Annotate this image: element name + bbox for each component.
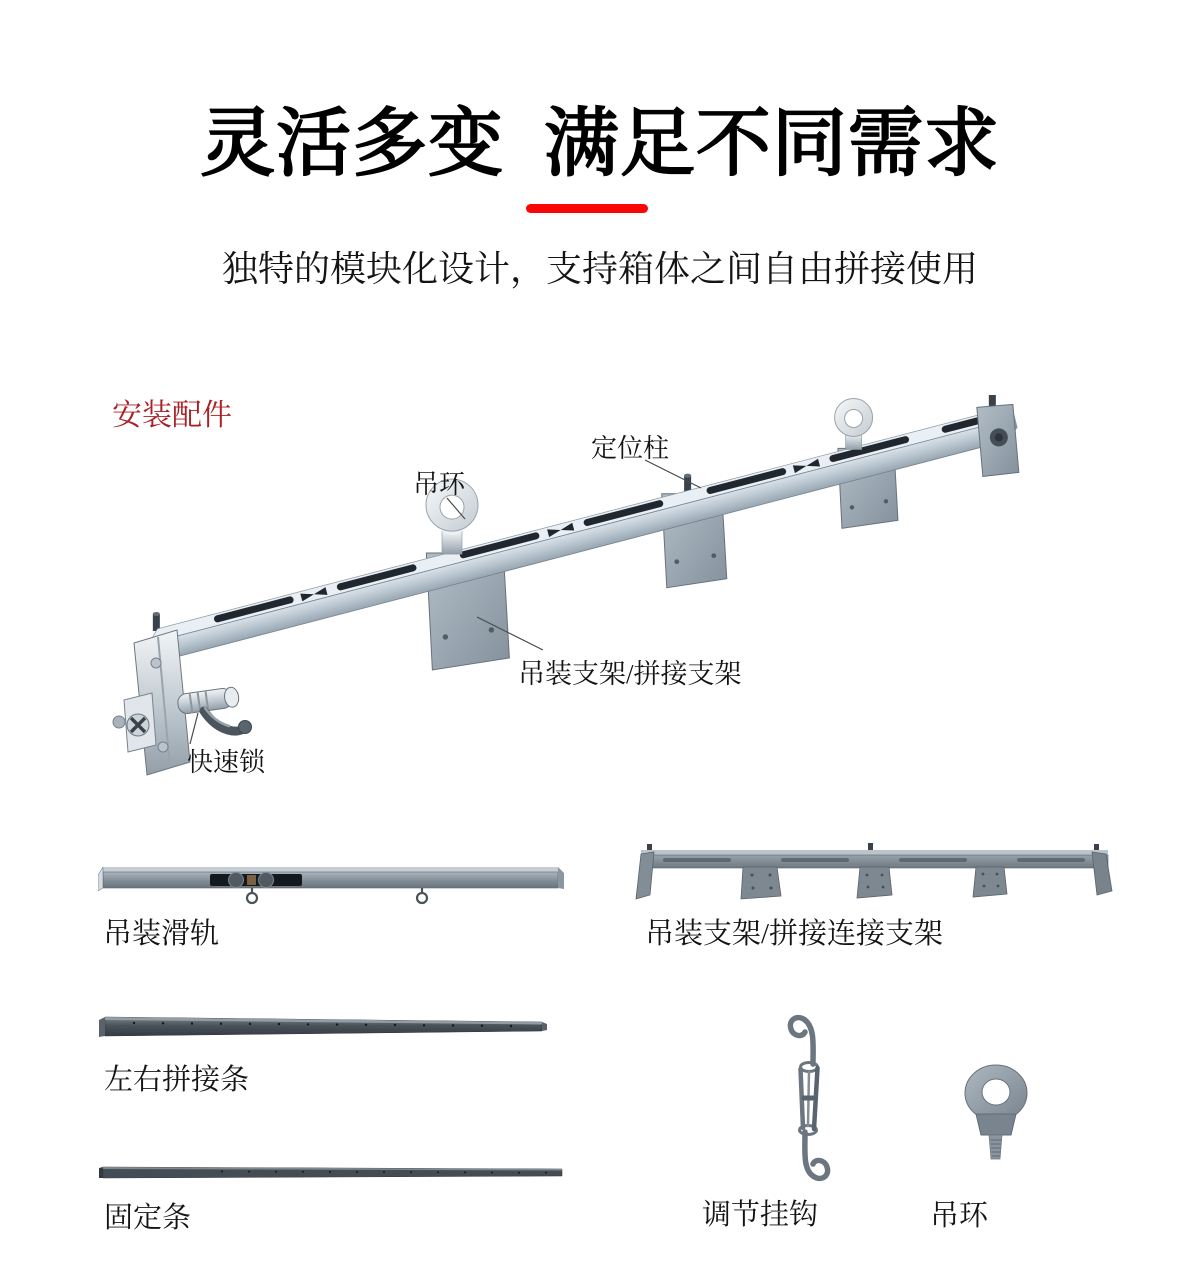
annotation-positioning-post: 定位柱 — [591, 434, 670, 463]
product-image-splice-strip — [98, 1010, 576, 1044]
annotation-quick-lock: 快速锁 — [187, 748, 266, 777]
page-subtitle: 独特的模块化设计，支持箱体之间自由拼接使用 — [221, 248, 978, 289]
product-label-hanging-rail: 吊装滑轨 — [103, 918, 220, 950]
top-hook — [790, 1018, 813, 1064]
lifting-ring-on-rail — [835, 398, 873, 449]
title-divider — [526, 204, 648, 213]
mounting-rail-3d-image — [95, 395, 1065, 795]
product-image-fixing-strip — [98, 1156, 580, 1182]
product-label-connect-bracket: 吊装支架/拼接连接支架 — [645, 918, 944, 950]
product-label-fixing-strip: 固定条 — [104, 1202, 192, 1234]
product-image-hanging-rail — [98, 858, 566, 908]
product-label-lifting-ring: 吊环 — [930, 1200, 989, 1232]
section-label: 安装配件 — [112, 399, 232, 432]
product-image-connect-bracket — [633, 843, 1143, 905]
product-image-turnbuckle-hook — [768, 1008, 852, 1188]
product-image-lifting-ring — [938, 1048, 1053, 1163]
page-title: 灵活多变 满足不同需求 — [200, 101, 1000, 185]
product-label-splice-strip: 左右拼接条 — [104, 1064, 250, 1096]
rail-end-bracket — [977, 395, 1019, 476]
bottom-hook — [805, 1132, 828, 1178]
hanging-hooks — [247, 888, 427, 903]
product-label-turnbuckle-hook: 调节挂钩 — [702, 1199, 819, 1231]
annotation-hanging-bracket: 吊装支架/拼接支架 — [518, 659, 742, 689]
bracket-plates — [741, 867, 1007, 899]
annotation-lifting-ring: 吊环 — [413, 470, 466, 499]
